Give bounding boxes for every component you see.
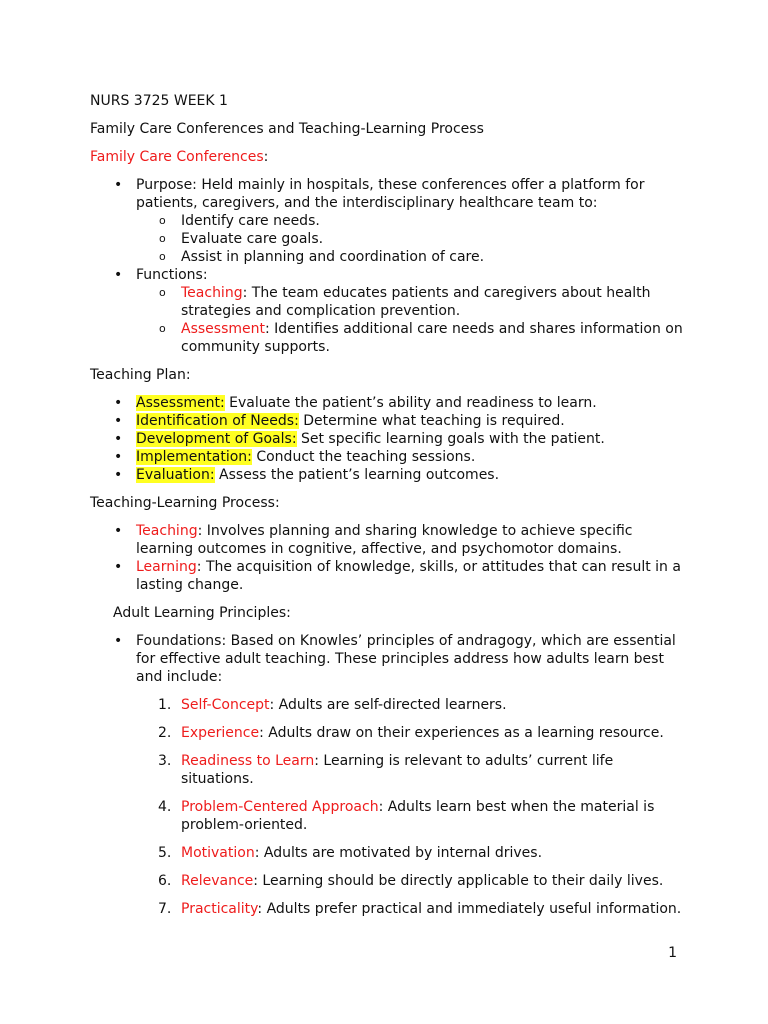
list-item xyxy=(136,430,690,448)
highlighted-term: Development of Goals: xyxy=(136,431,297,447)
term-label: Problem-Centered Approach xyxy=(181,799,379,815)
numbered-item xyxy=(158,844,690,862)
term-description: : Adults draw on their experiences as a learning resource. xyxy=(259,725,664,741)
term-label: Learning xyxy=(136,559,197,575)
sub-list-item: o Identify care needs. xyxy=(181,212,690,230)
section-heading-family-care xyxy=(90,148,690,166)
heading-term: Family Care Conferences xyxy=(90,149,264,165)
list-item-purpose xyxy=(136,176,690,266)
term-description: : The team educates patients and caregivers about health strategies and complication prevention. xyxy=(181,285,651,319)
term-label: Assessment xyxy=(181,321,265,337)
purpose-text: Purpose: Held mainly in hospitals, these conferences offer a platform for patients, caregivers, and the interdisciplinary healthcare team to: xyxy=(136,177,645,211)
term-description: Determine what teaching is required. xyxy=(298,413,565,429)
numbered-item xyxy=(158,798,690,834)
functions-label: Functions: xyxy=(136,267,208,283)
term-label: Readiness to Learn xyxy=(181,753,315,769)
adult-learning-list xyxy=(90,632,690,686)
list-item xyxy=(136,466,690,484)
section-heading-teaching-learning: Teaching-Learning Process: xyxy=(90,495,280,511)
page-number: 1 xyxy=(668,945,677,961)
highlighted-term: Identification of Needs: xyxy=(136,413,299,429)
sub-list-item: o Assist in planning and coordination of care. xyxy=(181,248,690,266)
item-number: 2. xyxy=(158,725,172,741)
item-number: 7. xyxy=(158,901,172,917)
sub-list-item xyxy=(181,320,690,356)
term-description: : Adults are motivated by internal drives. xyxy=(254,845,543,861)
purpose-sublist xyxy=(136,212,690,266)
family-care-list xyxy=(90,176,690,356)
term-description: : Involves planning and sharing knowledge to achieve specific learning outcomes in cognitive, affective, and psychomotor domains. xyxy=(136,523,633,557)
list-item-functions xyxy=(136,266,690,356)
section-heading-adult-learning: Adult Learning Principles: xyxy=(113,605,291,621)
list-item-foundations: • Foundations: Based on Knowles’ principles of andragogy, which are essential for effective adult teaching. These principles address how adults learn best and include: xyxy=(136,632,690,686)
term-description: Conduct the teaching sessions. xyxy=(251,449,476,465)
highlighted-term: Evaluation: xyxy=(136,467,215,483)
term-description: Assess the patient’s learning outcomes. xyxy=(214,467,500,483)
heading-colon: : xyxy=(263,149,269,165)
term-label: Experience xyxy=(181,725,260,741)
list-item xyxy=(136,394,690,412)
term-label: Motivation xyxy=(181,845,255,861)
term-description: : Learning is relevant to adults’ current life situations. xyxy=(181,753,614,787)
list-item xyxy=(136,412,690,430)
term-description: Set specific learning goals with the patient. xyxy=(296,431,605,447)
functions-sublist xyxy=(136,284,690,356)
numbered-item xyxy=(158,752,690,788)
term-description: : Identifies additional care needs and shares information on community supports. xyxy=(181,321,683,355)
term-label: Teaching xyxy=(181,285,243,301)
numbered-item xyxy=(158,696,690,714)
item-number: 6. xyxy=(158,873,172,889)
term-description: : Adults are self-directed learners. xyxy=(269,697,507,713)
list-item xyxy=(136,558,690,594)
course-title: NURS 3725 WEEK 1 xyxy=(90,93,228,109)
term-label: Practicality xyxy=(181,901,258,917)
term-description: : The acquisition of knowledge, skills, or attitudes that can result in a lasting change. xyxy=(136,559,681,593)
sub-list-item xyxy=(181,284,690,320)
document-title: Family Care Conferences and Teaching-Learning Process xyxy=(90,121,484,137)
term-description: : Adults prefer practical and immediately useful information. xyxy=(257,901,682,917)
numbered-item xyxy=(158,724,690,742)
item-number: 4. xyxy=(158,799,172,815)
teaching-plan-list xyxy=(90,394,690,484)
item-number: 1. xyxy=(158,697,172,713)
term-label: Teaching xyxy=(136,523,198,539)
principles-list xyxy=(90,696,690,918)
term-description: : Adults learn best when the material is problem-oriented. xyxy=(181,799,655,833)
list-item xyxy=(136,522,690,558)
section-heading-teaching-plan: Teaching Plan: xyxy=(90,367,191,383)
term-description: : Learning should be directly applicable to their daily lives. xyxy=(253,873,664,889)
list-item xyxy=(136,448,690,466)
teaching-learning-list xyxy=(90,522,690,594)
sub-list-item: o Evaluate care goals. xyxy=(181,230,690,248)
highlighted-term: Assessment: xyxy=(136,395,225,411)
document-page xyxy=(90,92,690,928)
highlighted-term: Implementation: xyxy=(136,449,252,465)
numbered-item xyxy=(158,872,690,890)
term-label: Self-Concept xyxy=(181,697,270,713)
term-description: Evaluate the patient’s ability and readiness to learn. xyxy=(224,395,597,411)
term-label: Relevance xyxy=(181,873,254,889)
item-number: 3. xyxy=(158,753,172,769)
numbered-item xyxy=(158,900,690,918)
item-number: 5. xyxy=(158,845,172,861)
